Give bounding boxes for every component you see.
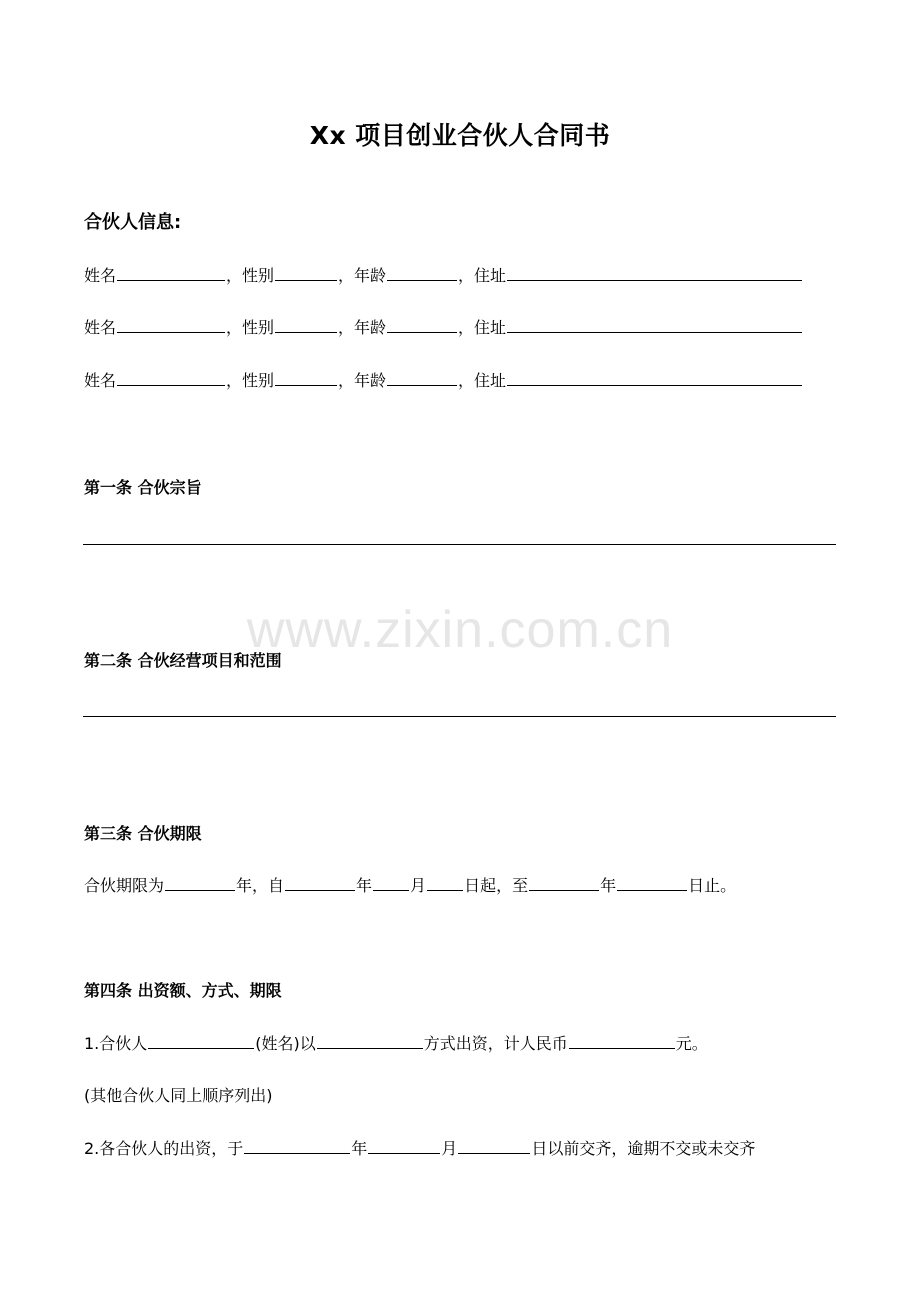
item-text: 1.合伙人 [84,1034,148,1053]
article-1-blank-line[interactable] [83,544,836,545]
term-text: 年 [356,876,373,895]
age-label: ，年龄 [338,318,387,337]
watermark: www.zixin.com.cn [246,601,674,659]
gender-label: ，性别 [226,371,275,390]
start-month-blank[interactable] [373,873,409,891]
name-label: 姓名 [84,266,117,285]
deadline-day-blank[interactable] [458,1136,530,1154]
address-blank[interactable] [507,263,802,281]
age-label: ，年龄 [338,266,387,285]
start-day-blank[interactable] [427,873,463,891]
start-year-blank[interactable] [285,873,355,891]
item-text: 元。 [675,1034,708,1053]
article-3-heading: 第三条 合伙期限 [84,824,202,843]
article-4-item-2 [84,1136,755,1159]
contribution-method-blank[interactable] [317,1031,423,1049]
partner-row-1 [84,263,803,286]
article-1-heading: 第一条 合伙宗旨 [84,478,202,497]
address-label: ，住址 [458,371,507,390]
gender-blank[interactable] [275,263,337,281]
term-text: 年，自 [236,876,285,895]
gender-label: ，性别 [226,318,275,337]
partner-row-3 [84,368,803,391]
article-2-heading: 第二条 合伙经营项目和范围 [84,651,282,670]
address-blank[interactable] [507,368,802,386]
name-blank[interactable] [117,263,225,281]
address-label: ，住址 [458,266,507,285]
document-title: Xx 项目创业合伙人合同书 [309,121,611,150]
deadline-month-blank[interactable] [368,1136,440,1154]
name-blank[interactable] [117,368,225,386]
name-label: 姓名 [84,371,117,390]
partner-row-2 [84,315,803,338]
item-text: (姓名)以 [255,1034,316,1053]
article-4-heading: 第四条 出资额、方式、期限 [84,981,282,1000]
item-text: 方式出资，计人民币 [423,1034,568,1053]
term-text: 合伙期限为 [84,876,165,895]
end-year-blank[interactable] [529,873,599,891]
item-text: 日以前交齐，逾期不交或未交齐 [531,1139,756,1158]
gender-label: ，性别 [226,266,275,285]
term-text: 日起，至 [464,876,529,895]
item-text: 月 [441,1139,458,1158]
term-years-blank[interactable] [165,873,235,891]
age-blank[interactable] [387,368,457,386]
age-blank[interactable] [387,263,457,281]
end-date-blank[interactable] [617,873,687,891]
article-4-note: (其他合伙人同上顺序列出) [84,1086,273,1105]
term-text: 年 [600,876,617,895]
gender-blank[interactable] [275,368,337,386]
partner-info-heading: 合伙人信息: [84,212,182,233]
deadline-year-blank[interactable] [244,1136,350,1154]
article-4-item-1 [84,1031,708,1054]
article-3-term-line [84,873,736,896]
item-text: 2.各合伙人的出资，于 [84,1139,244,1158]
address-label: ，住址 [458,318,507,337]
partner-name-blank[interactable] [148,1031,254,1049]
term-text: 日止。 [688,876,737,895]
age-label: ，年龄 [338,371,387,390]
address-blank[interactable] [507,315,802,333]
article-2-blank-line[interactable] [83,716,836,717]
name-label: 姓名 [84,318,117,337]
term-text: 月 [410,876,427,895]
item-text: 年 [351,1139,368,1158]
gender-blank[interactable] [275,315,337,333]
amount-blank[interactable] [569,1031,675,1049]
name-blank[interactable] [117,315,225,333]
age-blank[interactable] [387,315,457,333]
